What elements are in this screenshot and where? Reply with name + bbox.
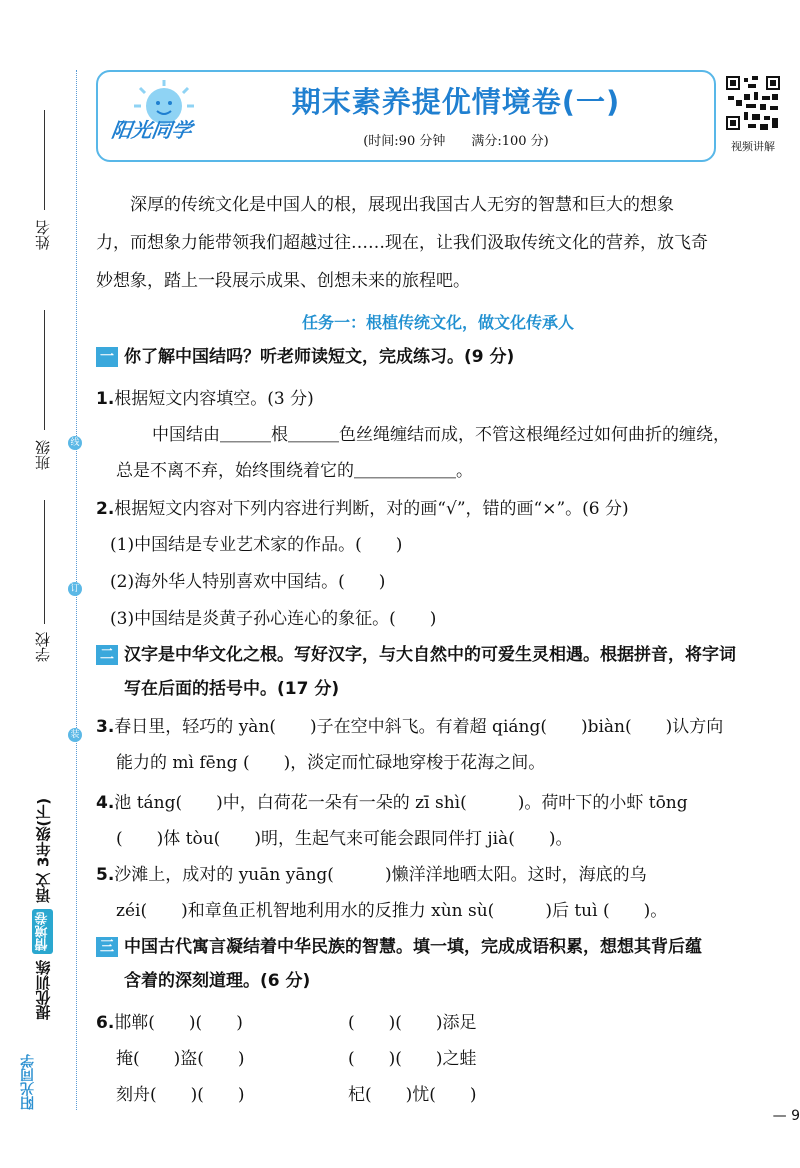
- section-number: 二: [96, 645, 118, 665]
- logo-text: 阳光同学: [110, 118, 194, 142]
- header-box: [96, 70, 716, 162]
- qr-label: 视频讲解: [731, 140, 775, 153]
- intro-line: 妙想象，踏上一段展示成果、创想未来的旅程吧。: [96, 271, 470, 291]
- school-field[interactable]: [44, 500, 45, 624]
- book-subject: 语文: [34, 873, 53, 903]
- section-text: 你了解中国结吗？听老师读短文，完成练习。(9 分): [124, 347, 515, 367]
- question-number: 1.: [96, 389, 115, 409]
- section-text: 含着的深刻道理。(6 分): [124, 971, 311, 991]
- section-1: [96, 340, 780, 374]
- qr-code-icon[interactable]: [724, 74, 782, 132]
- question-text: 沙滩上，成对的 yuān yāng( )懒洋洋地晒太阳。这时，海底的乌: [114, 865, 647, 885]
- question-number: 4.: [96, 793, 115, 813]
- section-text: 中国古代寓言凝结着中华民族的智慧。填一填，完成成语积累，想想其背后蕴: [124, 937, 702, 957]
- question-text: 根据短文内容对下列内容进行判断，对的画“√”，错的画“×”。(6 分): [114, 499, 629, 519]
- name-field[interactable]: [44, 110, 45, 210]
- book-grade: 3年级(下): [34, 797, 53, 867]
- question-3[interactable]: [96, 712, 723, 737]
- idiom-item[interactable]: 杞( )忧( ): [348, 1085, 477, 1105]
- intro-paragraph: [96, 186, 780, 300]
- question-3-cont[interactable]: 能力的 mì fēng ( )，淡定而忙碌地穿梭于花海之间。: [116, 753, 546, 773]
- idiom-item[interactable]: ( )( )之蛙: [348, 1049, 477, 1069]
- class-label: 班级: [34, 440, 52, 470]
- binding-mark: 装: [68, 728, 82, 742]
- idiom-item[interactable]: ( )( )添足: [348, 1013, 477, 1033]
- idiom-item[interactable]: 刻舟( )( ): [116, 1085, 245, 1105]
- section-text: 汉字是中华文化之根。写好汉字，与大自然中的可爱生灵相遇。根据拼音，将字词: [124, 645, 736, 665]
- book-tag: 情境卷: [33, 909, 54, 954]
- idiom-item[interactable]: 掩( )盗( ): [116, 1049, 245, 1069]
- book-series: 提优训练: [34, 960, 53, 1020]
- section-number: 三: [96, 937, 118, 957]
- q1-fill-line[interactable]: 中国结由＿＿＿根＿＿＿色丝绳缠结而成，不管这根绳经过如何曲折的缠绕，: [152, 425, 730, 445]
- side-logo: 阳光同学: [20, 1054, 36, 1110]
- question-text: 春日里，轻巧的 yàn( )子在空中斜飞。有着超 qiáng( )biàn( )认方向: [114, 717, 724, 737]
- book-info: [26, 720, 60, 1020]
- section-2: [96, 638, 780, 706]
- question-text: 根据短文内容填空。(3 分): [114, 389, 314, 409]
- judge-item[interactable]: (3)中国结是炎黄子孙心连心的象征。( ): [110, 609, 437, 629]
- question-4[interactable]: [96, 788, 688, 813]
- question-5-cont[interactable]: zéi( )和章鱼正机智地利用水的反推力 xùn sù( )后 tuì ( )。: [116, 901, 668, 921]
- question-1: [96, 384, 314, 409]
- question-4-cont[interactable]: ( )体 tòu( )明，生起气来可能会跟同伴打 jià( )。: [116, 829, 573, 849]
- name-label: 姓名: [34, 220, 52, 250]
- school-label: 学校: [34, 632, 52, 662]
- page-number: — 9: [772, 1108, 800, 1124]
- intro-line: 深厚的传统文化是中国人的根，展现出我国古人无穷的智慧和巨大的想象: [96, 195, 674, 215]
- page-title: 期末素养提优情境卷(一): [291, 85, 621, 119]
- question-number: 5.: [96, 865, 115, 885]
- class-field[interactable]: [44, 310, 45, 430]
- question-number: 2.: [96, 499, 115, 519]
- question-5[interactable]: [96, 860, 647, 885]
- task-heading: 任务一：根植传统文化，做文化传承人: [301, 313, 574, 332]
- question-6[interactable]: [96, 1008, 243, 1033]
- question-number: 6.: [96, 1013, 115, 1033]
- intro-line: 力，而想象力能带领我们超越过往……现在，让我们汲取传统文化的营养，放飞奇: [96, 233, 708, 253]
- binding-mark: 线: [68, 436, 82, 450]
- judge-item[interactable]: (2)海外华人特别喜欢中国结。( ): [110, 572, 386, 592]
- question-2: [96, 494, 629, 519]
- question-number: 3.: [96, 717, 115, 737]
- exam-info: (时间:90 分钟 满分:100 分): [363, 134, 549, 149]
- question-text: 池 táng( )中，白荷花一朵有一朵的 zī shì( )。荷叶下的小虾 tōng: [114, 793, 688, 813]
- section-3: [96, 930, 780, 998]
- q1-fill-line[interactable]: 总是不离不弃，始终围绕着它的＿＿＿＿＿＿。: [116, 461, 473, 481]
- judge-item[interactable]: (1)中国结是专业艺术家的作品。( ): [110, 535, 403, 555]
- section-number: 一: [96, 347, 118, 367]
- section-text: 写在后面的括号中。(17 分): [124, 679, 340, 699]
- binding-mark: 订: [68, 582, 82, 596]
- idiom-item[interactable]: 邯郸( )( ): [114, 1013, 243, 1033]
